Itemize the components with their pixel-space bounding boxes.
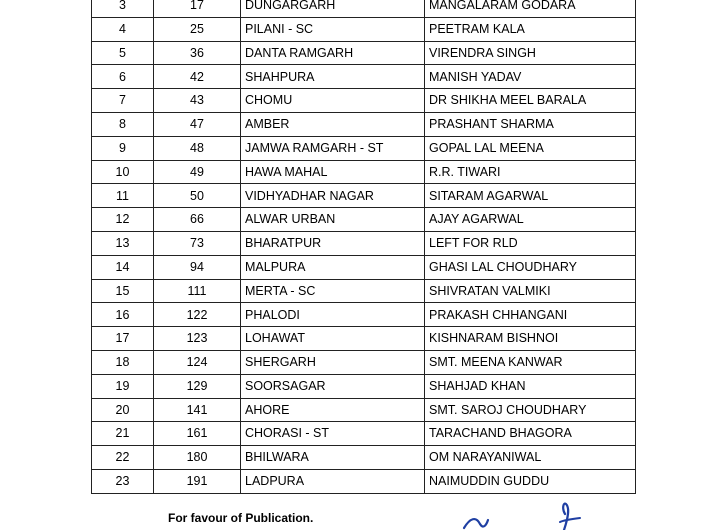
ac-number: 191 — [154, 469, 241, 493]
serial-number: 9 — [92, 136, 154, 160]
candidate-name: DR SHIKHA MEEL BARALA — [425, 89, 636, 113]
serial-number: 17 — [92, 327, 154, 351]
serial-number: 15 — [92, 279, 154, 303]
serial-number: 7 — [92, 89, 154, 113]
ac-number: 123 — [154, 327, 241, 351]
candidate-name: KISHNARAM BISHNOI — [425, 327, 636, 351]
ac-number: 180 — [154, 446, 241, 470]
serial-number: 4 — [92, 17, 154, 41]
constituency-name: JAMWA RAMGARH - ST — [241, 136, 425, 160]
ac-number: 161 — [154, 422, 241, 446]
serial-number: 6 — [92, 65, 154, 89]
serial-number: 3 — [92, 0, 154, 17]
serial-number: 19 — [92, 374, 154, 398]
candidate-name: NAIMUDDIN GUDDU — [425, 469, 636, 493]
candidate-name: SMT. SAROJ CHOUDHARY — [425, 398, 636, 422]
candidate-name: GOPAL LAL MEENA — [425, 136, 636, 160]
ac-number: 73 — [154, 231, 241, 255]
table-row — [92, 469, 636, 493]
serial-number: 14 — [92, 255, 154, 279]
serial-number: 23 — [92, 469, 154, 493]
candidate-name: VIRENDRA SINGH — [425, 41, 636, 65]
candidate-name: SMT. MEENA KANWAR — [425, 350, 636, 374]
constituency-name: PILANI - SC — [241, 17, 425, 41]
serial-number: 22 — [92, 446, 154, 470]
candidate-name: AJAY AGARWAL — [425, 208, 636, 232]
table-row — [92, 89, 636, 113]
serial-number: 12 — [92, 208, 154, 232]
table-row — [92, 208, 636, 232]
ac-number: 122 — [154, 303, 241, 327]
signature-mark — [456, 500, 596, 530]
candidate-name: PRASHANT SHARMA — [425, 112, 636, 136]
constituency-name: MERTA - SC — [241, 279, 425, 303]
candidate-name: GHASI LAL CHOUDHARY — [425, 255, 636, 279]
candidate-name: R.R. TIWARI — [425, 160, 636, 184]
serial-number: 18 — [92, 350, 154, 374]
ac-number: 141 — [154, 398, 241, 422]
constituency-name: VIDHYADHAR NAGAR — [241, 184, 425, 208]
table-row — [92, 184, 636, 208]
serial-number: 21 — [92, 422, 154, 446]
candidate-name: SHAHJAD KHAN — [425, 374, 636, 398]
constituency-name: BHARATPUR — [241, 231, 425, 255]
constituency-name: PHALODI — [241, 303, 425, 327]
ac-number: 129 — [154, 374, 241, 398]
table-row — [92, 112, 636, 136]
constituency-name: AMBER — [241, 112, 425, 136]
ac-number: 111 — [154, 279, 241, 303]
serial-number: 13 — [92, 231, 154, 255]
ac-number: 25 — [154, 17, 241, 41]
table-row — [92, 41, 636, 65]
table-row — [92, 303, 636, 327]
constituency-name: HAWA MAHAL — [241, 160, 425, 184]
table-row — [92, 374, 636, 398]
ac-number: 66 — [154, 208, 241, 232]
table-row — [92, 0, 636, 17]
ac-number: 17 — [154, 0, 241, 17]
ac-number: 94 — [154, 255, 241, 279]
constituency-name: MALPURA — [241, 255, 425, 279]
table-row — [92, 136, 636, 160]
constituency-name: CHOMU — [241, 89, 425, 113]
serial-number: 8 — [92, 112, 154, 136]
constituency-name: LOHAWAT — [241, 327, 425, 351]
candidate-name: PRAKASH CHHANGANI — [425, 303, 636, 327]
serial-number: 20 — [92, 398, 154, 422]
table-row — [92, 231, 636, 255]
candidate-list-table — [91, 0, 636, 494]
serial-number: 5 — [92, 41, 154, 65]
candidate-name: SITARAM AGARWAL — [425, 184, 636, 208]
ac-number: 124 — [154, 350, 241, 374]
constituency-name: LADPURA — [241, 469, 425, 493]
table-row — [92, 17, 636, 41]
ac-number: 50 — [154, 184, 241, 208]
table-row — [92, 65, 636, 89]
table-row — [92, 255, 636, 279]
table-row — [92, 446, 636, 470]
candidate-name: TARACHAND BHAGORA — [425, 422, 636, 446]
candidate-name: LEFT FOR RLD — [425, 231, 636, 255]
constituency-name: CHORASI - ST — [241, 422, 425, 446]
constituency-name: DANTA RAMGARH — [241, 41, 425, 65]
constituency-name: SOORSAGAR — [241, 374, 425, 398]
constituency-name: AHORE — [241, 398, 425, 422]
ac-number: 43 — [154, 89, 241, 113]
constituency-name: BHILWARA — [241, 446, 425, 470]
ac-number: 42 — [154, 65, 241, 89]
serial-number: 16 — [92, 303, 154, 327]
table-row — [92, 327, 636, 351]
constituency-name: ALWAR URBAN — [241, 208, 425, 232]
table-row — [92, 422, 636, 446]
ac-number: 49 — [154, 160, 241, 184]
ac-number: 48 — [154, 136, 241, 160]
publication-note: For favour of Publication. — [168, 511, 314, 525]
table-row — [92, 350, 636, 374]
candidate-name: MANGALARAM GODARA — [425, 0, 636, 17]
candidate-name: SHIVRATAN VALMIKI — [425, 279, 636, 303]
constituency-name: SHERGARH — [241, 350, 425, 374]
constituency-name: DUNGARGARH — [241, 0, 425, 17]
table-row — [92, 279, 636, 303]
candidate-name: PEETRAM KALA — [425, 17, 636, 41]
candidate-name: MANISH YADAV — [425, 65, 636, 89]
constituency-name: SHAHPURA — [241, 65, 425, 89]
serial-number: 10 — [92, 160, 154, 184]
ac-number: 36 — [154, 41, 241, 65]
table-row — [92, 398, 636, 422]
candidate-name: OM NARAYANIWAL — [425, 446, 636, 470]
serial-number: 11 — [92, 184, 154, 208]
table-row — [92, 160, 636, 184]
ac-number: 47 — [154, 112, 241, 136]
